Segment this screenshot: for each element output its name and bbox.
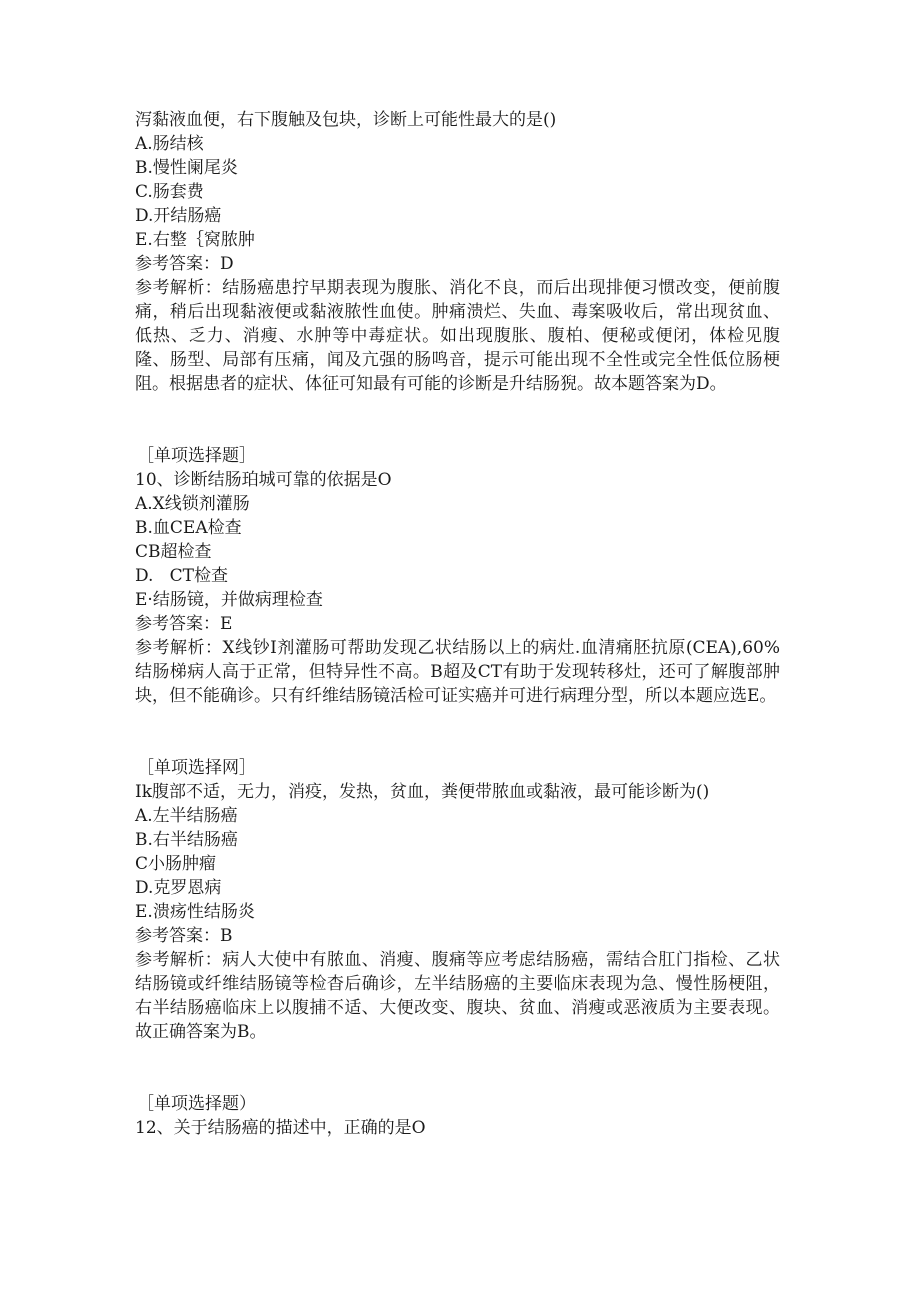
- question-type: ［单项选择题）: [137, 1094, 256, 1114]
- option-e: E·结肠镜，并做病理检查: [135, 590, 323, 610]
- question-stem: 泻黏液血便，右下腹触及包块，诊断上可能性最大的是(): [135, 110, 557, 130]
- option-a: A.肠结核: [135, 134, 204, 154]
- question-stem: 12、关于结肠癌的描述中，正确的是O: [135, 1118, 426, 1138]
- answer: 参考答案：B: [135, 926, 233, 946]
- option-b: B.血CEA检查: [135, 518, 242, 538]
- option-b: B.右半结肠癌: [135, 830, 238, 850]
- option-c: CB超检查: [135, 542, 212, 562]
- answer: 参考答案：E: [135, 614, 233, 634]
- question-stem: 10、诊断结肠珀城可靠的依据是O: [135, 470, 392, 490]
- option-e: E.溃疡性结肠炎: [135, 902, 255, 922]
- analysis: 参考解析：病人大使中有脓血、消瘦、腹痛等应考虑结肠癌，需结合肛门指检、乙状结肠镜或纤维结肠镜等检杳后确诊，左半结肠癌的主要临床表现为急、慢性肠梗阻，右半结肠癌临床上以腹捕不适、大便改变、腹块、贫血、消瘦或恶液质为主要表现。故正确答案为B。: [135, 950, 780, 1042]
- option-e: E.右整｛窝脓肿: [135, 230, 255, 250]
- answer: 参考答案：D: [135, 254, 234, 274]
- option-a: A.左半结肠癌: [135, 806, 238, 826]
- document-page: [135, 108, 785, 1140]
- spacer: [135, 1044, 785, 1092]
- spacer: [135, 708, 785, 756]
- analysis: 参考解析：结肠癌患拧早期表现为腹胀、消化不良，而后出现排便习惯改变，便前腹痛，稍后出现黏液便或黏液脓性血使。肿痛溃烂、失血、毒案吸收后，常出现贫血、低热、乏力、消瘦、水肿等中毒症状。如出现腹胀、腹柏、便秘或便闭，体检见腹隆、肠型、局部有压痛，闻及亢强的肠鸣音，提示可能出现不全性或完全性低位肠梗阻。根据患者的症状、体征可知最有可能的诊断是升结肠猊。故本题答案为D。: [135, 278, 780, 394]
- option-d: D.开结肠癌: [135, 206, 222, 226]
- option-d: D. CT检查: [135, 566, 228, 586]
- question-type: ［单项选择题］: [137, 446, 256, 466]
- option-b: B.慢性阑尾炎: [135, 158, 238, 178]
- option-a: A.X线锁剂灌肠: [135, 494, 250, 514]
- analysis: 参考解析：X线钞I剂灌肠可帮助发现乙状结肠以上的病灶.血清痛胚抗原(CEA),60%结肠梯病人高于正常，但特异性不高。B超及CT有助于发现转移灶，还可了解腹部肿块，但不能确诊。只有纤维结肠镜活检可证实癌并可进行病理分型，所以本题应选E。: [135, 638, 780, 706]
- option-c: C.肠套费: [135, 182, 204, 202]
- spacer: [135, 396, 785, 444]
- option-c: C小肠肿瘤: [135, 854, 217, 874]
- option-d: D.克罗恩病: [135, 878, 222, 898]
- question-stem: Ik腹部不适，无力，消疫，发热，贫血，粪便带脓血或黏液，最可能诊断为(): [135, 782, 710, 802]
- question-type: ［单项选择网］: [137, 758, 256, 778]
